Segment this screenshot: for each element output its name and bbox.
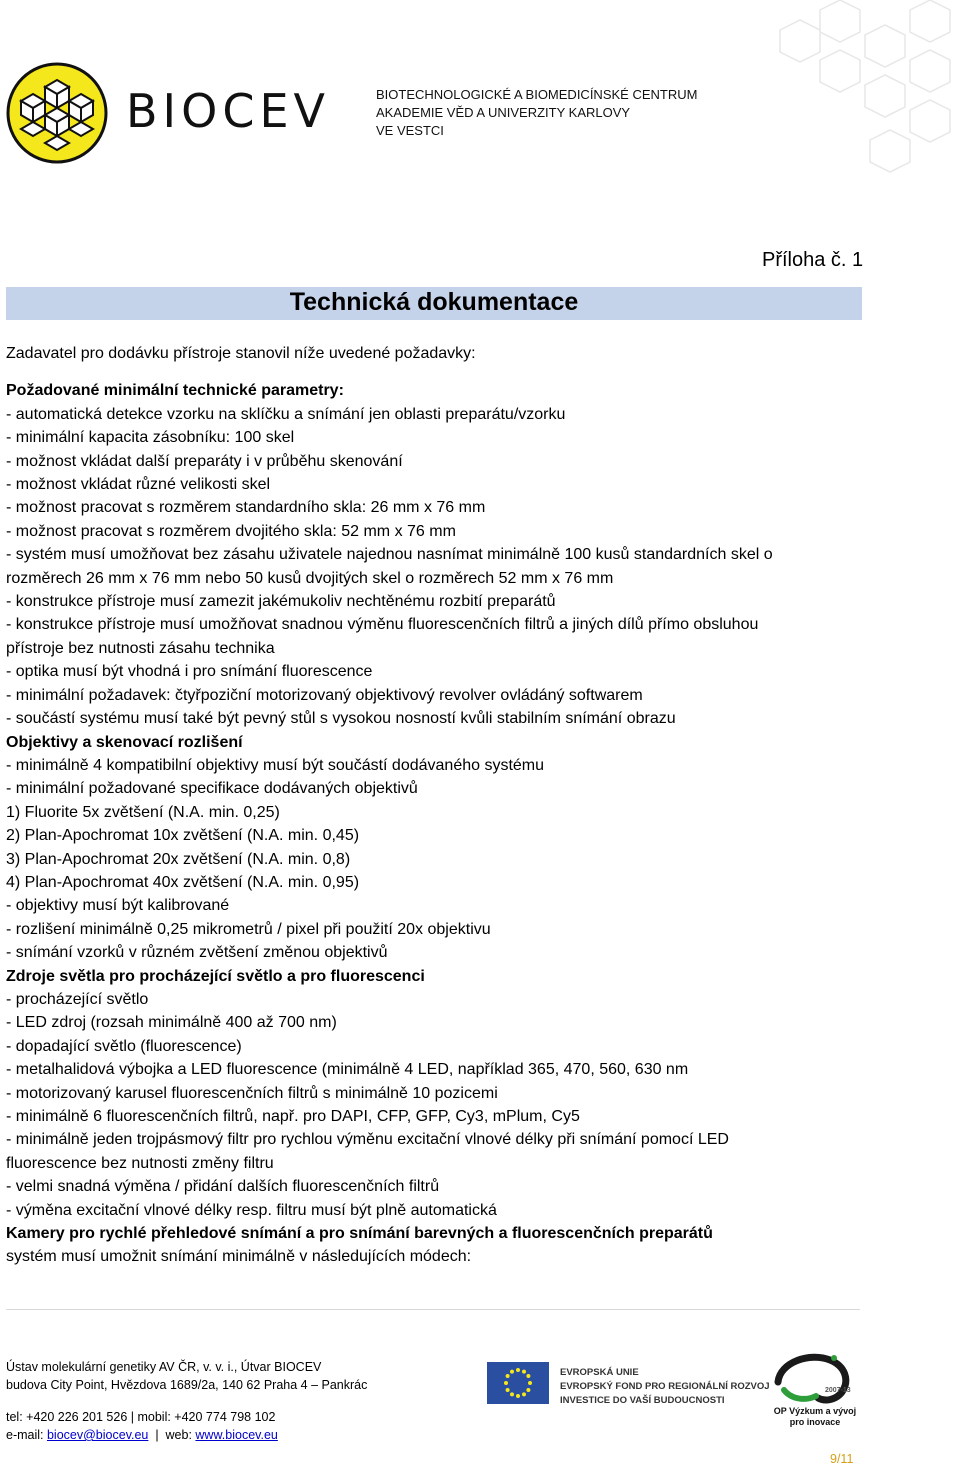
brand-name: BIOCEV <box>126 84 330 138</box>
requirement-line: - minimálně 6 fluorescenčních filtrů, např. pro DAPI, CFP, GFP, Cy3, mPlum, Cy5 <box>6 1108 580 1125</box>
requirement-line: 4) Plan-Apochromat 40x zvětšení (N.A. min. 0,95) <box>6 873 360 891</box>
title-bar <box>6 287 862 320</box>
institute-name <box>376 86 697 140</box>
requirement-line: - možnost pracovat s rozměrem standardního skla: 26 mm x 76 mm <box>6 499 486 517</box>
requirement-line: systém musí umožnit snímání minimálně v následujících módech: <box>6 1248 472 1266</box>
requirement-line: - metalhalidová výbojka a LED fluorescence (minimálně 4 LED, například 365, 470, 560, 630 nm <box>6 1061 689 1079</box>
requirement-line: - automatická detekce vzorku na sklíčku a snímání jen oblasti preparátu/vzorku <box>6 405 566 423</box>
requirement-line: - konstrukce přístroje musí zamezit jakémukoliv nechtěnému rozbití preparátů <box>6 593 556 611</box>
intro-text: Zadavatel pro dodávku přístroje stanovil níže uvedené požadavky: <box>6 345 476 362</box>
biocev-logo <box>6 62 108 164</box>
requirement-line: - minimální požadované specifikace dodávaných objektivů <box>6 780 418 798</box>
annex-label: Příloha č. 1 <box>762 249 864 271</box>
requirement-line: - objektivy musí být kalibrované <box>6 897 230 915</box>
web-label: | web: <box>148 1428 196 1442</box>
footer-divider <box>6 1309 860 1310</box>
page-title: Technická dokumentace <box>289 288 579 316</box>
footer-phone: tel: +420 226 201 526 | mobil: +420 774 798 102 <box>6 1410 276 1424</box>
requirement-line: - minimálně jeden trojpásmový filtr pro rychlou výměnu excitační vlnové délky při snímání pomocí LED <box>6 1131 729 1149</box>
requirement-line: - systém musí umožňovat bez zásahu uživatele najednou nasnímat minimálně 100 kusů standardních skel o <box>6 546 773 564</box>
eu-line: INVESTICE DO VAŠÍ BUDOUCNOSTI <box>560 1395 725 1406</box>
requirement-line: - možnost vkládat další preparáty i v průběhu skenování <box>6 452 403 470</box>
institute-line: AKADEMIE VĚD A UNIVERZITY KARLOVY <box>376 105 631 120</box>
requirement-line: - velmi snadná výměna / přidání dalších fluorescenčních filtrů <box>6 1178 440 1196</box>
eu-text <box>560 1366 770 1408</box>
requirement-line: - rozlišení minimálně 0,25 mikrometrů / pixel při použití 20x objektivu <box>6 920 491 938</box>
requirement-line: - součástí systému musí také být pevný stůl s vysokou nosností kvůli stabilním snímání obrazu <box>6 710 676 728</box>
requirement-line: - motorizovaný karusel fluorescenčních filtrů s minimálně 10 pozicemi <box>6 1084 498 1102</box>
section-heading: Objektivy a skenovací rozlišení <box>6 733 243 751</box>
op-line: pro inovace <box>789 1417 841 1427</box>
eu-line: EVROPSKÝ FOND PRO REGIONÁLNÍ ROZVOJ <box>560 1381 770 1392</box>
requirement-line: - minimální kapacita zásobníku: 100 skel <box>6 429 295 447</box>
requirement-line: - minimální požadavek: čtyřpoziční motorizovaný objektivový revolver ovládáný softwarem <box>6 686 643 704</box>
section-heading: Kamery pro rychlé přehledové snímání a pro snímání barevných a fluorescenčních preparátů <box>6 1225 713 1243</box>
section-heading: Požadované minimální technické parametry: <box>6 382 344 400</box>
page-number: 9/11 <box>830 1452 854 1466</box>
requirement-line: - možnost pracovat s rozměrem dvojitého skla: 52 mm x 76 mm <box>6 522 456 540</box>
requirement-line: - dopadající světlo (fluorescence) <box>6 1037 242 1055</box>
requirement-line: 2) Plan-Apochromat 10x zvětšení (N.A. min. 0,45) <box>6 827 360 845</box>
requirement-line: přístroje bez nutnosti zásahu technika <box>6 639 275 657</box>
op-line: OP Výzkum a vývoj <box>773 1406 857 1416</box>
requirement-line: - možnost vkládat různé velikosti skel <box>6 476 271 494</box>
requirement-line: 1) Fluorite 5x zvětšení (N.A. min. 0,25) <box>6 803 280 821</box>
op-years: 2007-13 <box>825 1387 851 1394</box>
footer-org: Ústav molekulární genetiky AV ČR, v. v. i., Útvar BIOCEV <box>6 1360 322 1374</box>
requirement-line: - optika musí být vhodná i pro snímání fluorescence <box>6 663 373 681</box>
footer-address: budova City Point, Hvězdova 1689/2a, 140 62 Praha 4 – Pankrác <box>6 1378 368 1392</box>
requirement-line: - procházející světlo <box>6 990 149 1008</box>
email-link[interactable]: biocev@biocev.eu <box>46 1428 149 1442</box>
eu-line: EVROPSKÁ UNIE <box>560 1367 639 1378</box>
section-heading: Zdroje světla pro procházející světlo a pro fluorescenci <box>6 967 425 985</box>
institute-line: VE VESTCI <box>376 123 444 138</box>
requirement-line: rozměrech 26 mm x 76 mm nebo 50 kusů dvojitých skel o rozměrech 52 mm x 76 mm <box>6 569 614 587</box>
requirement-line: fluorescence bez nutnosti změny filtru <box>6 1154 274 1172</box>
requirements-list <box>6 379 876 1268</box>
requirement-line: 3) Plan-Apochromat 20x zvětšení (N.A. min. 0,8) <box>6 850 351 868</box>
email-label: e-mail: <box>6 1428 47 1442</box>
requirement-line: - LED zdroj (rozsah minimálně 400 až 700 nm) <box>6 1014 337 1032</box>
footer-contact <box>6 1358 367 1444</box>
requirement-line: - konstrukce přístroje musí umožňovat snadnou výměnu fluorescenčních filtrů a jiných dílů přímo obsluhou <box>6 616 759 634</box>
eu-flag-icon <box>487 1362 549 1404</box>
document-body <box>6 342 876 1269</box>
requirement-line: - výměna excitační vlnové délky resp. filtru musí být plně automatická <box>6 1201 497 1219</box>
requirement-line: - snímání vzorků v různém zvětšení změnou objektivů <box>6 944 388 962</box>
requirement-line: - minimálně 4 kompatibilní objektivy musí být součástí dodávaného systému <box>6 756 545 774</box>
op-vav-logo <box>770 1352 860 1427</box>
web-link[interactable]: www.biocev.eu <box>195 1428 278 1442</box>
footer-links <box>6 1426 367 1444</box>
institute-line: BIOTECHNOLOGICKÉ A BIOMEDICÍNSKÉ CENTRUM <box>376 87 698 102</box>
